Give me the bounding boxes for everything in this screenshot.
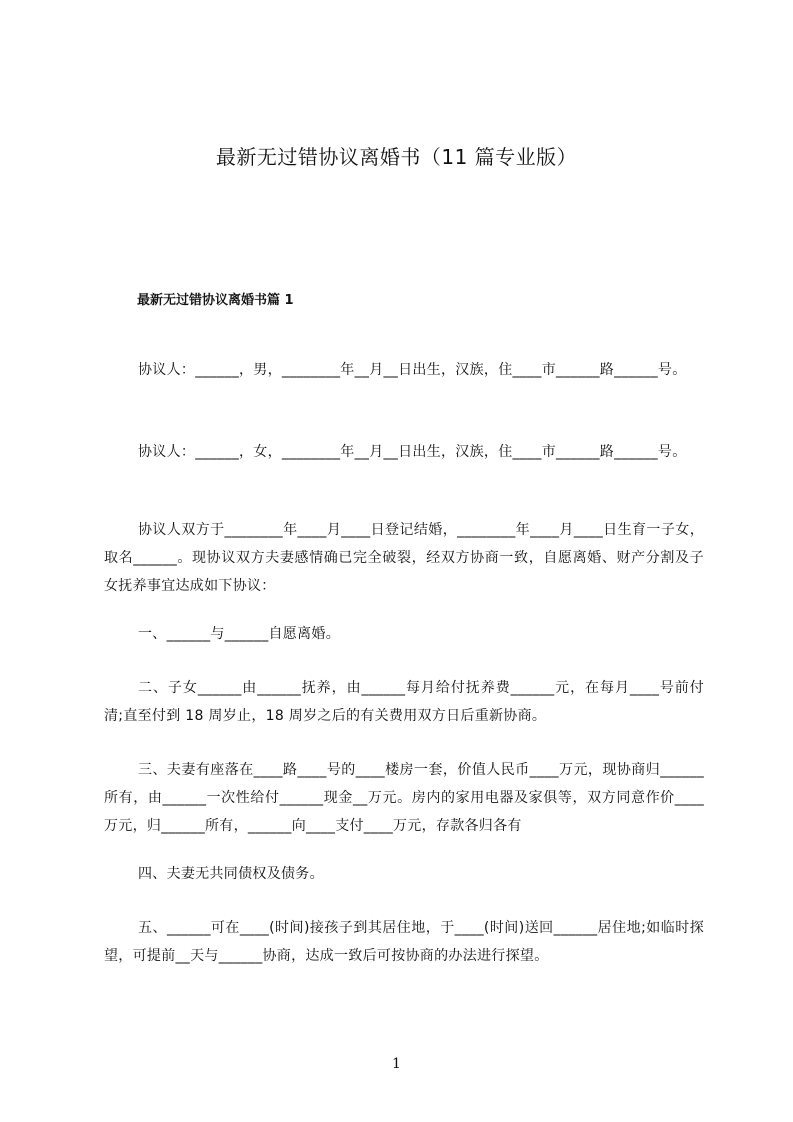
section-heading: 最新无过错协议离婚书篇 1: [137, 293, 294, 308]
page-number: 1: [392, 1056, 401, 1072]
clause-property: 三、夫妻有座落在____路____号的____楼房一套，价值人民币____万元，现协商归______所有，由______一次性给付______现金__万元。房内的家用电器及家俱等，双方同意作价____万元，归______所有，______向____支付____万元，存款各归各有: [104, 762, 704, 834]
clause-visitation: 五、______可在____(时间)接孩子到其居住地，于____(时间)送回______居住地;如临时探望，可提前__天与______协商，达成一致后可按协商的办法进行探望。: [104, 920, 704, 964]
clause-divorce: 一、______与______自愿离婚。: [138, 626, 340, 642]
clause-debts: 四、夫妻无共同债权及债务。: [138, 866, 324, 882]
paragraph-party-male: 协议人：______，男，________年__月__日出生，汉族，住____市______路______号。: [138, 362, 687, 378]
paragraph-marriage-info: 协议人双方于________年____月____日登记结婚，________年____月____日生育一子女，取名______。现协议双方夫妻感情确已完全破裂，经双方协商一致，自愿离婚、财产分割及子女抚养事宜达成如下协议：: [104, 522, 704, 594]
paragraph-party-female: 协议人：______，女，________年__月__日出生，汉族，住____市______路______号。: [138, 444, 687, 460]
clause-child-custody: 二、子女______由______抚养，由______每月给付抚养费______元，在每月____号前付清;直至付到 18 周岁止，18 周岁之后的有关费用双方日后重新协商。: [104, 680, 704, 724]
document-title: 最新无过错协议离婚书（11 篇专业版）: [215, 145, 578, 169]
